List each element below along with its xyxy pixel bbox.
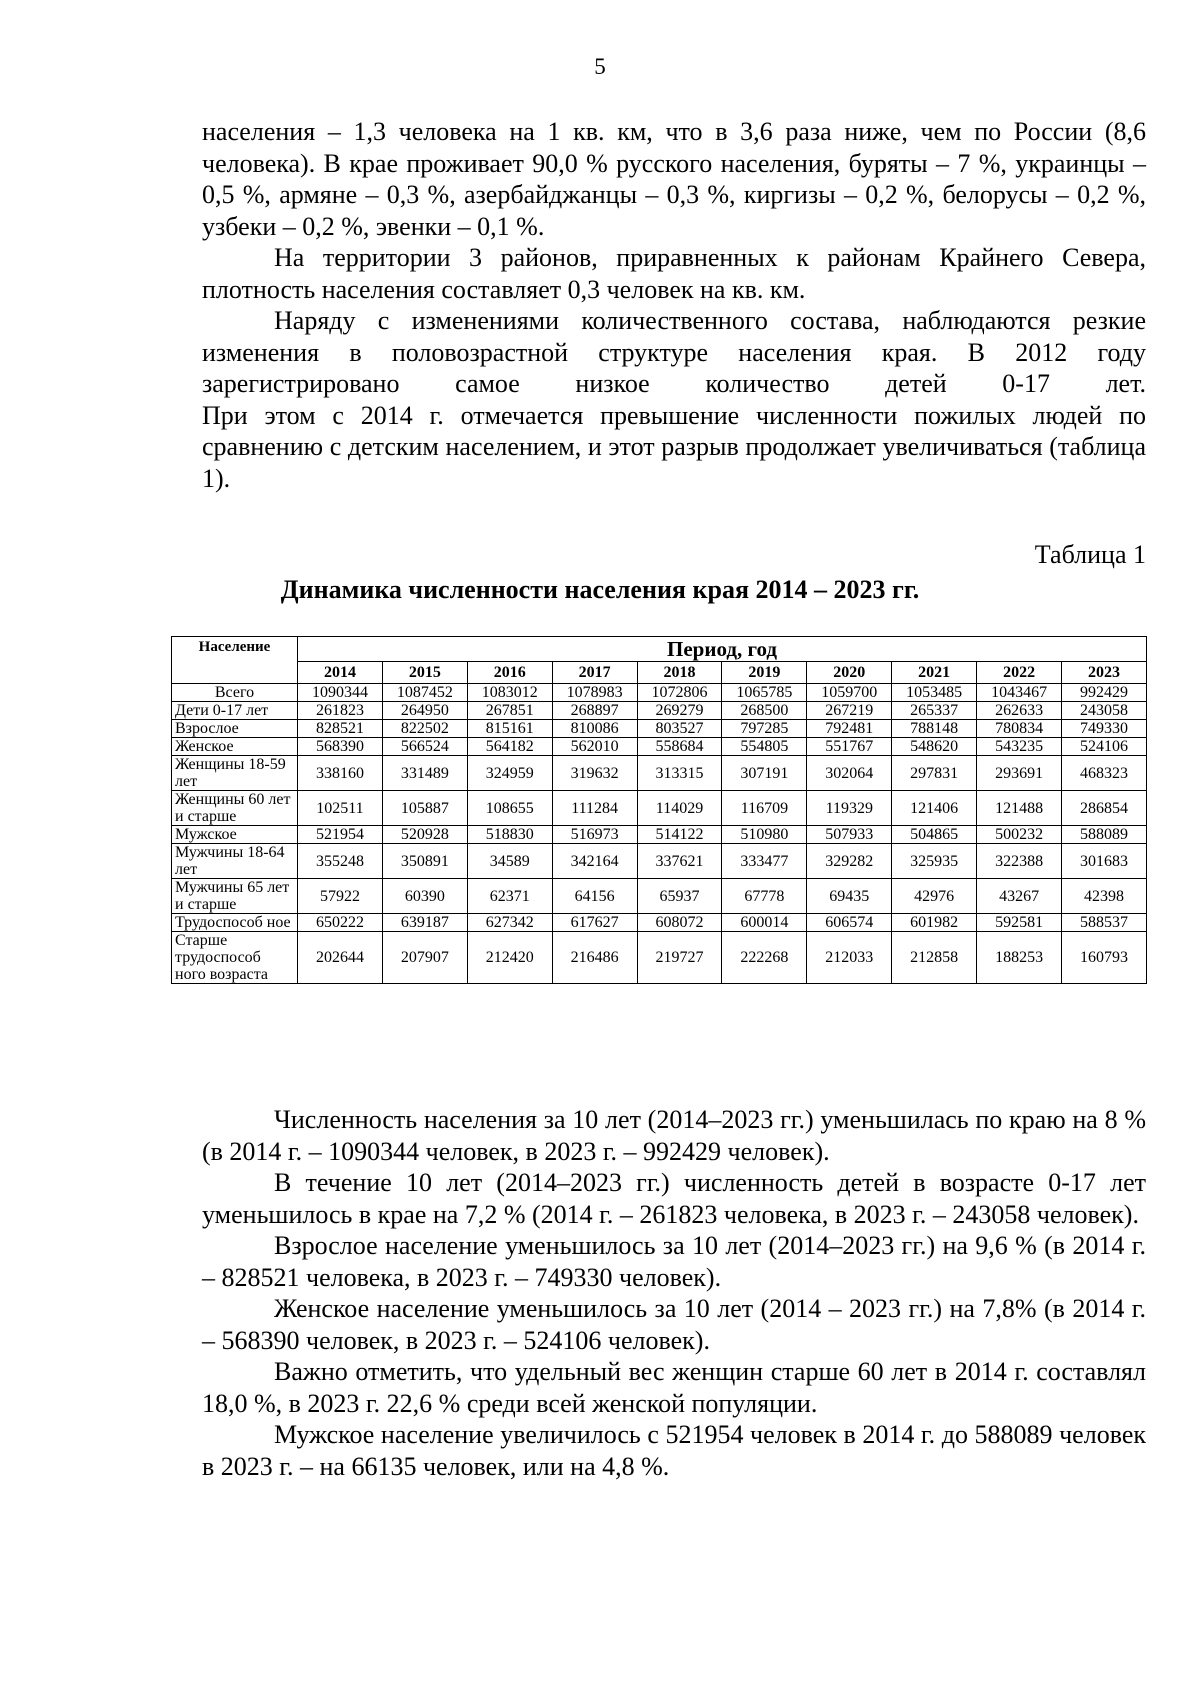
table-cell: 307191 (722, 756, 807, 791)
table-cell: 102511 (298, 791, 383, 826)
row-label: Мужское (172, 826, 298, 844)
table-cell: 338160 (298, 756, 383, 791)
table-cell: 822502 (382, 720, 467, 738)
table-cell: 749330 (1062, 720, 1147, 738)
paragraph: Мужское население увеличилось с 521954 человек в 2014 г. до 588089 человек в 2023 г. – на 66135 человек, или на 4,8 %. (202, 1420, 1146, 1481)
table-cell: 608072 (637, 914, 722, 932)
table-cell: 65937 (637, 879, 722, 914)
table-cell: 337621 (637, 844, 722, 879)
paragraph: При этом с 2014 г. отмечается превышение численности пожилых людей по сравнению с детским населением, и этот разрыв продолжает увеличиваться (таблица 1). (202, 400, 1146, 493)
table-cell: 797285 (722, 720, 807, 738)
table-cell: 212858 (892, 932, 977, 984)
table-cell: 500232 (977, 826, 1062, 844)
table-cell: 329282 (807, 844, 892, 879)
table-row (172, 826, 1147, 844)
table-cell: 606574 (807, 914, 892, 932)
table-cell: 222268 (722, 932, 807, 984)
table-cell: 514122 (637, 826, 722, 844)
table-cell: 286854 (1062, 791, 1147, 826)
table-cell: 34589 (467, 844, 552, 879)
paragraph: Женское население уменьшилось за 10 лет (2014 – 2023 гг.) на 7,8% (в 2014 г. – 568390 человек, в 2023 г. – 524106 человек). (202, 1294, 1146, 1355)
table-cell: 331489 (382, 756, 467, 791)
table-cell: 67778 (722, 879, 807, 914)
row-label: Мужчины 18-64 лет (172, 844, 298, 879)
table-cell: 121488 (977, 791, 1062, 826)
table-cell: 265337 (892, 702, 977, 720)
table-cell: 57922 (298, 879, 383, 914)
table-cell: 42398 (1062, 879, 1147, 914)
row-label: Женщины 60 лет и старше (172, 791, 298, 826)
table-cell: 160793 (1062, 932, 1147, 984)
table-cell: 1090344 (298, 684, 383, 702)
table-cell: 243058 (1062, 702, 1147, 720)
year-column-header: 2015 (382, 662, 467, 684)
table-cell: 261823 (298, 702, 383, 720)
row-label: Мужчины 65 лет и старше (172, 879, 298, 914)
table-cell: 188253 (977, 932, 1062, 984)
intro-text (202, 116, 1146, 494)
years-header-row (172, 662, 1147, 684)
table-cell: 116709 (722, 791, 807, 826)
table-cell: 992429 (1062, 684, 1147, 702)
table-cell: 551767 (807, 738, 892, 756)
table-cell: 60390 (382, 879, 467, 914)
table-cell: 815161 (467, 720, 552, 738)
table-cell: 62371 (467, 879, 552, 914)
paragraph: населения – 1,3 человека на 1 кв. км, что в 3,6 раза ниже, чем по России (8,6 человека). В крае проживает 90,0 % русского населения, буряты – 7 %, украинцы – 0,5 %, армяне – 0,3 %, азербайджанцы – 0,3 %, киргизы – 0,2 %, белорусы – 0,2 %, узбеки – 0,2 %, эвенки – 0,1 %. (202, 117, 1146, 241)
table-cell: 262633 (977, 702, 1062, 720)
table-cell: 302064 (807, 756, 892, 791)
year-column-header: 2019 (722, 662, 807, 684)
paragraph: Численность населения за 10 лет (2014–2023 гг.) уменьшилась по краю на 8 % (в 2014 г. – 1090344 человек, в 2023 г. – 992429 человек). (202, 1105, 1146, 1166)
table-number-label: Таблица 1 (1034, 540, 1146, 569)
table-cell: 554805 (722, 738, 807, 756)
table-cell: 324959 (467, 756, 552, 791)
table-cell: 803527 (637, 720, 722, 738)
table-cell: 322388 (977, 844, 1062, 879)
period-column-header: Период, год (298, 637, 1147, 662)
table-cell: 568390 (298, 738, 383, 756)
table-cell: 543235 (977, 738, 1062, 756)
table-cell: 207907 (382, 932, 467, 984)
table-cell: 504865 (892, 826, 977, 844)
table-cell: 219727 (637, 932, 722, 984)
table-cell: 202644 (298, 932, 383, 984)
table-row (172, 932, 1147, 984)
row-label: Трудоспособ ное (172, 914, 298, 932)
table-cell: 780834 (977, 720, 1062, 738)
population-table (171, 636, 1147, 984)
table-cell: 1053485 (892, 684, 977, 702)
row-label: Дети 0-17 лет (172, 702, 298, 720)
table-cell: 810086 (552, 720, 637, 738)
table-cell: 1087452 (382, 684, 467, 702)
year-column-header: 2016 (467, 662, 552, 684)
table-cell: 588089 (1062, 826, 1147, 844)
table-cell: 43267 (977, 879, 1062, 914)
table-cell: 301683 (1062, 844, 1147, 879)
table-cell: 617627 (552, 914, 637, 932)
table-cell: 520928 (382, 826, 467, 844)
paragraph: На территории 3 районов, приравненных к районам Крайнего Севера, плотность населения составляет 0,3 человек на кв. км. (202, 243, 1146, 304)
table-cell: 507933 (807, 826, 892, 844)
table-row (172, 756, 1147, 791)
table-cell: 518830 (467, 826, 552, 844)
table-cell: 333477 (722, 844, 807, 879)
table-cell: 267219 (807, 702, 892, 720)
table-cell: 267851 (467, 702, 552, 720)
table-cell: 342164 (552, 844, 637, 879)
year-column-header: 2021 (892, 662, 977, 684)
table-cell: 627342 (467, 914, 552, 932)
table-cell: 1043467 (977, 684, 1062, 702)
table-cell: 108655 (467, 791, 552, 826)
paragraph: Важно отметить, что удельный вес женщин старше 60 лет в 2014 г. составлял 18,0 %, в 2023 г. 22,6 % среди всей женской популяции. (202, 1357, 1146, 1418)
conclusion-text (202, 1104, 1146, 1482)
table-cell: 468323 (1062, 756, 1147, 791)
table-cell: 564182 (467, 738, 552, 756)
table-cell: 297831 (892, 756, 977, 791)
table-cell: 566524 (382, 738, 467, 756)
row-label: Взрослое (172, 720, 298, 738)
table-row (172, 738, 1147, 756)
table-cell: 828521 (298, 720, 383, 738)
table-cell: 1083012 (467, 684, 552, 702)
table-cell: 313315 (637, 756, 722, 791)
table-cell: 293691 (977, 756, 1062, 791)
table-cell: 592581 (977, 914, 1062, 932)
table-title: Динамика численности населения края 2014 – 2023 гг. (280, 575, 920, 604)
table-cell: 64156 (552, 879, 637, 914)
table-cell: 42976 (892, 879, 977, 914)
paragraph: Наряду с изменениями количественного состава, наблюдаются резкие изменения в половозрастной структуре населения края. В 2012 году зарегистрировано самое низкое количество детей 0-17 лет. (202, 306, 1146, 398)
page-number: 5 (594, 54, 606, 79)
table-cell: 212420 (467, 932, 552, 984)
table-cell: 1078983 (552, 684, 637, 702)
table-cell: 355248 (298, 844, 383, 879)
population-column-header: Население (172, 637, 298, 684)
table-cell: 114029 (637, 791, 722, 826)
table-cell: 548620 (892, 738, 977, 756)
table-cell: 524106 (1062, 738, 1147, 756)
table-cell: 212033 (807, 932, 892, 984)
row-label: Женщины 18-59 лет (172, 756, 298, 791)
table-cell: 264950 (382, 702, 467, 720)
table-cell: 111284 (552, 791, 637, 826)
row-label: Женское (172, 738, 298, 756)
table-row (172, 791, 1147, 826)
table-cell: 269279 (637, 702, 722, 720)
table-cell: 516973 (552, 826, 637, 844)
paragraph: Взрослое население уменьшилось за 10 лет (2014–2023 гг.) на 9,6 % (в 2014 г. – 828521 человека, в 2023 г. – 749330 человек). (202, 1231, 1146, 1292)
table-row (172, 702, 1147, 720)
table-cell: 350891 (382, 844, 467, 879)
table-cell: 216486 (552, 932, 637, 984)
table-cell: 121406 (892, 791, 977, 826)
table-row (172, 914, 1147, 932)
table-cell: 510980 (722, 826, 807, 844)
table-cell: 639187 (382, 914, 467, 932)
row-label: Старше трудоспособ ного возраста (172, 932, 298, 984)
row-label: Всего (172, 684, 298, 702)
paragraph: В течение 10 лет (2014–2023 гг.) численность детей в возрасте 0-17 лет уменьшилось в крае на 7,2 % (2014 г. – 261823 человека, в 2023 г. – 243058 человек). (202, 1168, 1146, 1229)
year-column-header: 2018 (637, 662, 722, 684)
table-cell: 521954 (298, 826, 383, 844)
year-column-header: 2022 (977, 662, 1062, 684)
table-cell: 588537 (1062, 914, 1147, 932)
table-cell: 562010 (552, 738, 637, 756)
table-cell: 792481 (807, 720, 892, 738)
table-cell: 1059700 (807, 684, 892, 702)
table-cell: 268500 (722, 702, 807, 720)
table-row (172, 684, 1147, 702)
year-column-header: 2020 (807, 662, 892, 684)
table-cell: 1072806 (637, 684, 722, 702)
table-row (172, 844, 1147, 879)
table-cell: 69435 (807, 879, 892, 914)
table-cell: 319632 (552, 756, 637, 791)
table-cell: 268897 (552, 702, 637, 720)
table-cell: 1065785 (722, 684, 807, 702)
table-cell: 558684 (637, 738, 722, 756)
table-cell: 105887 (382, 791, 467, 826)
year-column-header: 2023 (1062, 662, 1147, 684)
table-cell: 788148 (892, 720, 977, 738)
table-row (172, 720, 1147, 738)
table-cell: 601982 (892, 914, 977, 932)
table-cell: 119329 (807, 791, 892, 826)
table-cell: 600014 (722, 914, 807, 932)
table-cell: 650222 (298, 914, 383, 932)
table-row (172, 879, 1147, 914)
year-column-header: 2017 (552, 662, 637, 684)
table-header-row (172, 637, 1147, 662)
year-column-header: 2014 (298, 662, 383, 684)
table-cell: 325935 (892, 844, 977, 879)
